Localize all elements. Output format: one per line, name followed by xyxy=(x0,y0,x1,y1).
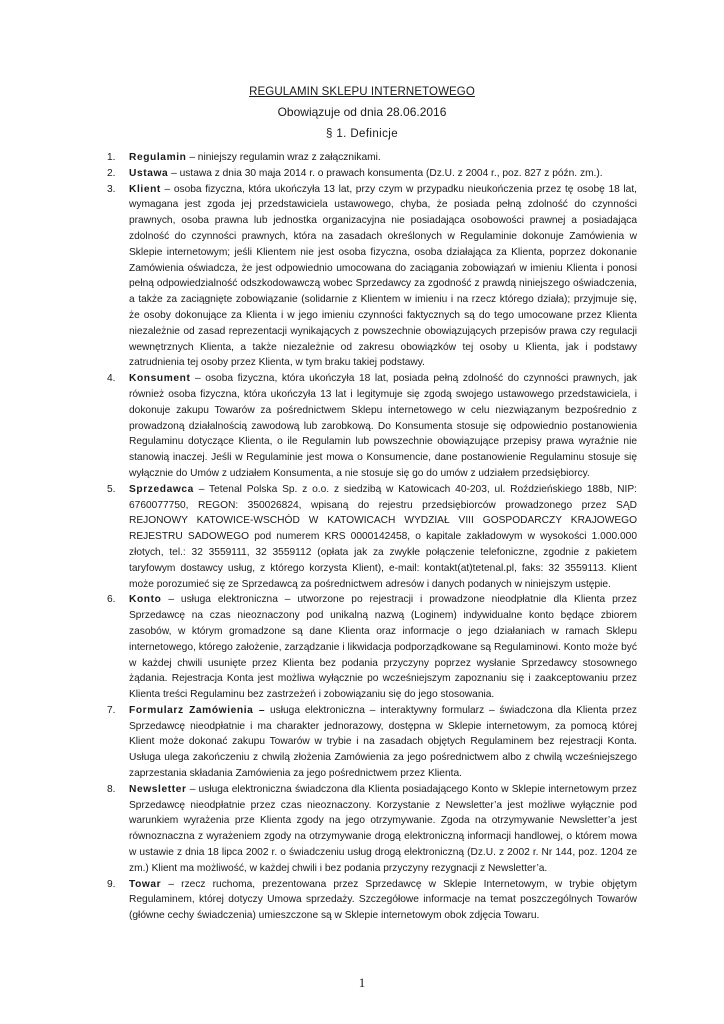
page-number: 1 xyxy=(358,975,366,990)
definition-term: Regulamin xyxy=(129,152,187,163)
definition-term: Konto xyxy=(129,594,162,606)
definition-text: usługa elektroniczna – interaktywny formularz – świadczona dla Klienta przez Sprzedawcę nieodpłatnie i ma charakter jednorazowy, dostępna w Sklepie internetowym, za pomocą której Klient może dokonać zakupu Towarów w trybie i na zasadach objętych Regulaminem bez rejestracji Konta. Usługa ulega zakończeniu z chwilą złożenia Zamówienia za jego pośrednictwem albo z chwilą wcześniejszego zaprzestania składania Zamówienia za jego pośrednictwem przez Klienta. xyxy=(129,704,637,780)
list-item xyxy=(107,482,637,593)
definition-text: – ustawa z dnia 30 maja 2014 r. o prawach konsumenta (Dz.U. z 2004 r., poz. 827 z późn. zm.). xyxy=(168,167,603,179)
definition-term: Ustawa xyxy=(129,167,169,179)
item-number: 7. xyxy=(107,704,116,716)
definition-text: – Tetenal Polska Sp. z o.o. z siedzibą w Katowicach 40-203, ul. Roździeńskiego 188b, NIP: 6760077750, REGON: 350026824, wpisaną do rejestru przedsiębiorców prowadzonego przez SĄD REJONOWY KATOWICE-WSCHÓD W KATOWICACH WYDZIAŁ VIII GOSPODARCZY KRAJOWEGO REJESTRU SADOWEGO pod numerem KRS 0000142458, o kapitale zakładowym w wysokości 1.000.000 złotych, tel.: 32 3559111, 32 3559112 (opłata jak za zwykłe połączenie telefoniczne, zgodnie z pakietem taryfowym dostawcy usług, z którego korzysta Klient), e-mail: kontakt(at)tetenal.pl, faks: 32 3559113. Klient może porozumieć się ze Sprzedawcą za pośrednictwem adresów i danych podanych w niniejszym ustępie. xyxy=(129,483,637,590)
definition-text: – usługa elektroniczna świadczona dla Klienta posiadającego Konto w Sklepie internetowym przez Sprzedawcę nieodpłatnie przez czas nieoznaczony. Korzystanie z Newsletter’a jest możliwe wyłącznie pod warunkiem wyrażenia prze Klienta zgody na jego otrzymywanie. Zgoda na otrzymywanie Newsletter’a jest równoznaczna z wyrażeniem zgody na otrzymywanie drogą elektroniczną informacji handlowej, o którem mowa w ustawie z dnia 18 lipca 2002 r. o świadczeniu usług drogą elektroniczną (Dz.U. z 2002 r. Nr 144, poz. 1204 ze zm.) Klient ma możliwość, w każdej chwili i bez podania przyczyny rezygnacji z Newsletter’a. xyxy=(129,783,637,874)
list-item xyxy=(107,877,637,924)
list-item xyxy=(107,371,637,482)
item-number: 8. xyxy=(107,783,116,795)
item-number: 6. xyxy=(107,594,116,606)
item-number: 9. xyxy=(107,878,116,890)
definition-text: – osoba fizyczna, która ukończyła 18 lat, posiada pełną zdolność do czynności prawnych, jak również osoba fizyczna, która ukończyła 13 lat i legitymuje się zgodą swojego ustawowego przedstawiciela, i dokonuje zakupu Towarów za pośrednictwem Sklepu internetowego w celu niezwiązanym bezpośrednio z prowadzoną działalnością zawodową lub zarobkową. Do Konsumenta stosuje się odpowiednio postanowienia Regulaminu dotyczące Klienta, o ile Regulamin lub powszechnie obowiązujące przepisy prawa wyraźnie nie stanowią inaczej. Jeśli w Regulaminie jest mowa o Konsumencie, dane postanowienie Regulaminu stosuje się wyłącznie do Umów z udziałem Konsumenta, a nie stosuje się go do umów z udziałem przedsiębiorcy. xyxy=(129,373,637,479)
list-item xyxy=(107,782,637,877)
definition-term: Towar xyxy=(129,878,162,890)
definition-term: Konsument xyxy=(129,373,191,385)
list-item xyxy=(107,182,637,372)
definition-text: – usługa elektroniczna – utworzone po rejestracji i prowadzone nieodpłatnie dla Klienta przez Sprzedawcę na czas nieoznaczony pod unikalną nazwą (Loginem) indywidualne konto będące zbiorem zasobów, w którym gromadzone są dane Klienta oraz informacje o jego działaniach w ramach Sklepu internetowego, którego założenie, zarządzanie i likwidacja podporządkowane są Regulaminowi. Konto może być w każdej chwili usunięte przez Klienta bez podania przyczyny poprzez wysłanie Sprzedawcy stosownego żądania. Rejestracja Konta jest możliwa wyłącznie po wcześniejszym zapoznaniu się i zaakceptowaniu przez Klienta treści Regulaminu bez zastrzeżeń i zobowiązaniu się do jego stosowania. xyxy=(129,594,637,701)
document-title: REGULAMIN SKLEPU INTERNETOWEGO xyxy=(249,86,475,98)
list-item xyxy=(107,150,637,166)
definition-term: Sprzedawca xyxy=(129,483,194,495)
list-item xyxy=(107,592,637,703)
list-item xyxy=(107,703,637,782)
document-subtitle: Obowiązuje od dnia 28.06.2016 xyxy=(277,105,447,119)
definition-text: – niniejszy regulamin wraz z załącznikami. xyxy=(186,152,381,163)
definition-term: Newsletter xyxy=(129,783,187,795)
item-number: 4. xyxy=(107,373,116,385)
list-item xyxy=(107,166,637,182)
definition-text: – rzecz ruchoma, prezentowana przez Sprzedawcę w Sklepie Internetowym, w trybie objętym Regulaminem, której dotyczy Umowa sprzedaży. Szczegółowe informacje na temat poszczególnych Towarów (główne cechy świadczenia) umieszczone są w Sklepie internetowym obok zdjęcia Towaru. xyxy=(129,878,637,922)
definitions-list xyxy=(107,150,637,924)
item-number: 3. xyxy=(107,183,116,195)
definition-term: Formularz Zamówienia – xyxy=(129,704,266,716)
definition-text: – osoba fizyczna, która ukończyła 13 lat, przy czym w przypadku nieukończenia przez tę osobę 18 lat, wymagana jest zgoda jej przedstawiciela ustawowego, chyba, że posiada pełną zdolność do czynności prawnych, osoba prawna lub jednostka organizacyjna nie posiadająca osobowości prawnej a posiadająca zdolność do czynności prawnych, która na zasadach określonych w Regulaminie dokonuje Zamówienia w Sklepie internetowym; jeśli Klientem nie jest osoba fizyczna, osoba działająca za Klienta, poprzez dokonanie Zamówienia oświadcza, że jest odpowiednio umocowana do zaciągania zobowiązań w imieniu Klienta i ponosi pełną odpowiedzialność odszkodowawczą wobec Sprzedawcy za zgodność z prawdą niniejszego oświadczenia, a także za zaciągnięte zobowiązanie (solidarnie z Klientem w imieniu i na rzecz którego działa); przyjmuje się, że osoby dokonujące za Klienta i w jego imieniu czynności faktycznych są do tego umocowane przez Klienta niezależnie od zasad reprezentacji wynikających z powszechnie obowiązujących przepisów prawa czy regulacji wewnętrznych Klienta, a także niezależnie od zakresu obowiązków tej osoby u Klienta, jak i podstawy zatrudnienia tej osoby przez Klienta, w tym braku takiej podstawy. xyxy=(129,183,637,369)
item-number: 5. xyxy=(107,483,116,495)
item-number: 1. xyxy=(107,152,116,163)
section-heading: § 1. Definicje xyxy=(325,128,399,140)
definition-term: Klient xyxy=(129,183,161,195)
item-number: 2. xyxy=(107,167,116,179)
